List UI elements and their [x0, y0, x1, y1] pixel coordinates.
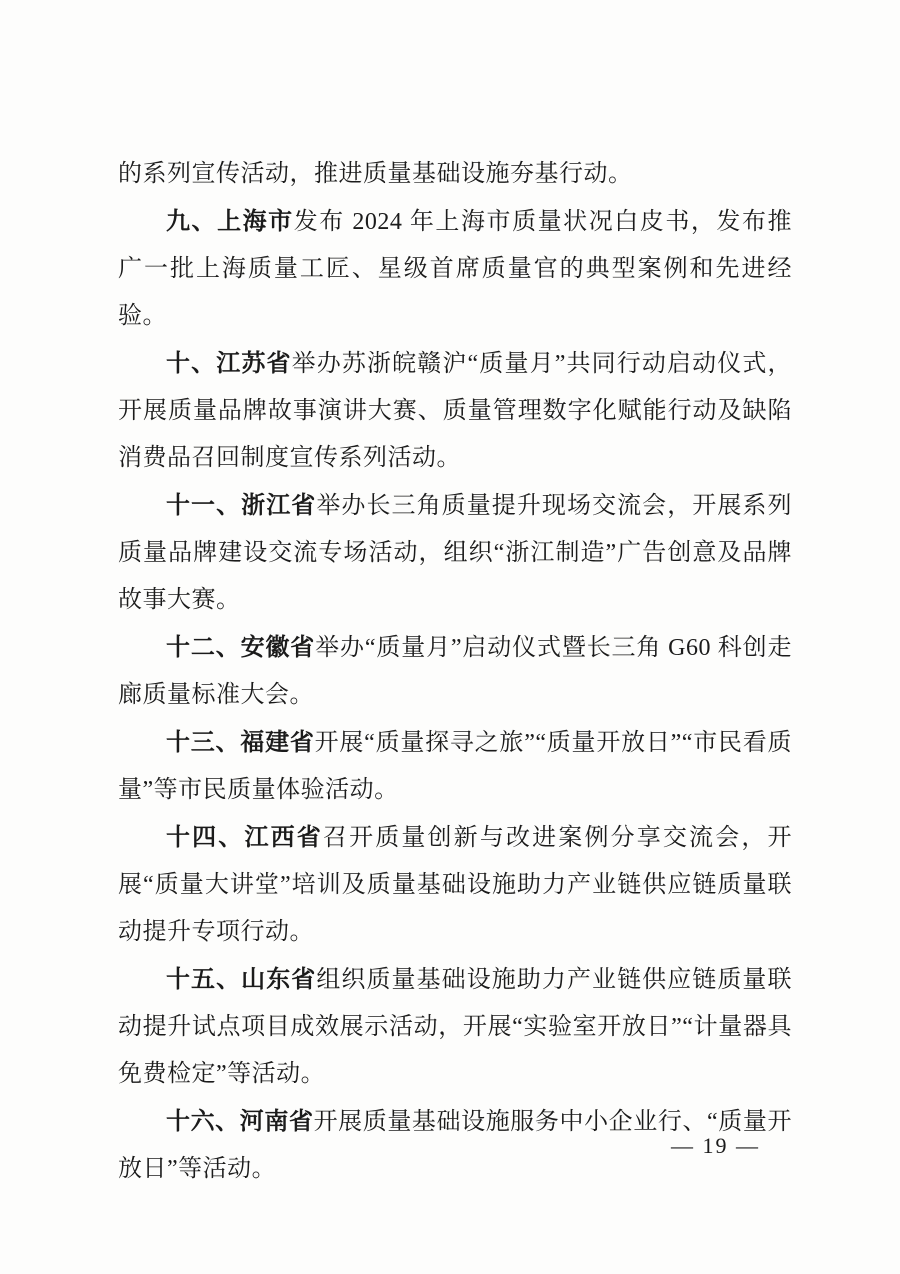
item-15-body: 组织质量基础设施助力产业链供应链质量联动提升试点项目成效展示活动，开展“实验室开放日”“计量器具免费检定”等活动。	[118, 967, 792, 1087]
item-15-lead: 十五、山东省	[166, 966, 317, 993]
paragraph-item-13	[118, 719, 792, 814]
paragraph-item-11	[118, 482, 792, 624]
item-13-lead: 十三、福建省	[166, 729, 315, 756]
item-12-body: 举办“质量月”启动仪式暨长三角 G60 科创走廊质量标准大会。	[118, 635, 793, 708]
paragraph-item-10	[118, 340, 792, 482]
item-16-lead: 十六、河南省	[166, 1108, 314, 1135]
item-13-body: 开展“质量探寻之旅”“质量开放日”“市民看质量”等市民质量体验活动。	[118, 730, 793, 803]
item-9-body: 发布 2024 年上海市质量状况白皮书，发布推广一批上海质量工匠、星级首席质量官的典型案例和先进经验。	[118, 209, 793, 329]
item-14-body: 召开质量创新与改进案例分享交流会，开展“质量大讲堂”培训及质量基础设施助力产业链供应链质量联动提升专项行动。	[118, 825, 793, 945]
item-11-lead: 十一、浙江省	[166, 492, 317, 519]
paragraph-item-15	[118, 956, 792, 1098]
item-16-body: 开展质量基础设施服务中小企业行、“质量开放日”等活动。	[118, 1109, 792, 1182]
page-number: — 19 —	[671, 1133, 760, 1158]
item-10-lead: 十、江苏省	[166, 350, 292, 377]
paragraph-continuation: 的系列宣传活动，推进质量基础设施夯基行动。	[118, 161, 633, 187]
paragraph-item-14	[118, 814, 792, 956]
item-10-body: 举办苏浙皖赣沪“质量月”共同行动启动仪式，开展质量品牌故事演讲大赛、质量管理数字化赋能行动及缺陷消费品召回制度宣传系列活动。	[118, 351, 792, 471]
item-12-lead: 十二、安徽省	[166, 634, 316, 661]
item-11-body: 举办长三角质量提升现场交流会，开展系列质量品牌建设交流专场活动，组织“浙江制造”广告创意及品牌故事大赛。	[118, 493, 792, 613]
paragraph-item-12	[118, 624, 792, 719]
document-body	[118, 151, 792, 1193]
paragraph-item-9	[118, 198, 792, 340]
item-14-lead: 十四、江西省	[166, 824, 323, 851]
item-9-lead: 九、上海市	[166, 208, 294, 235]
